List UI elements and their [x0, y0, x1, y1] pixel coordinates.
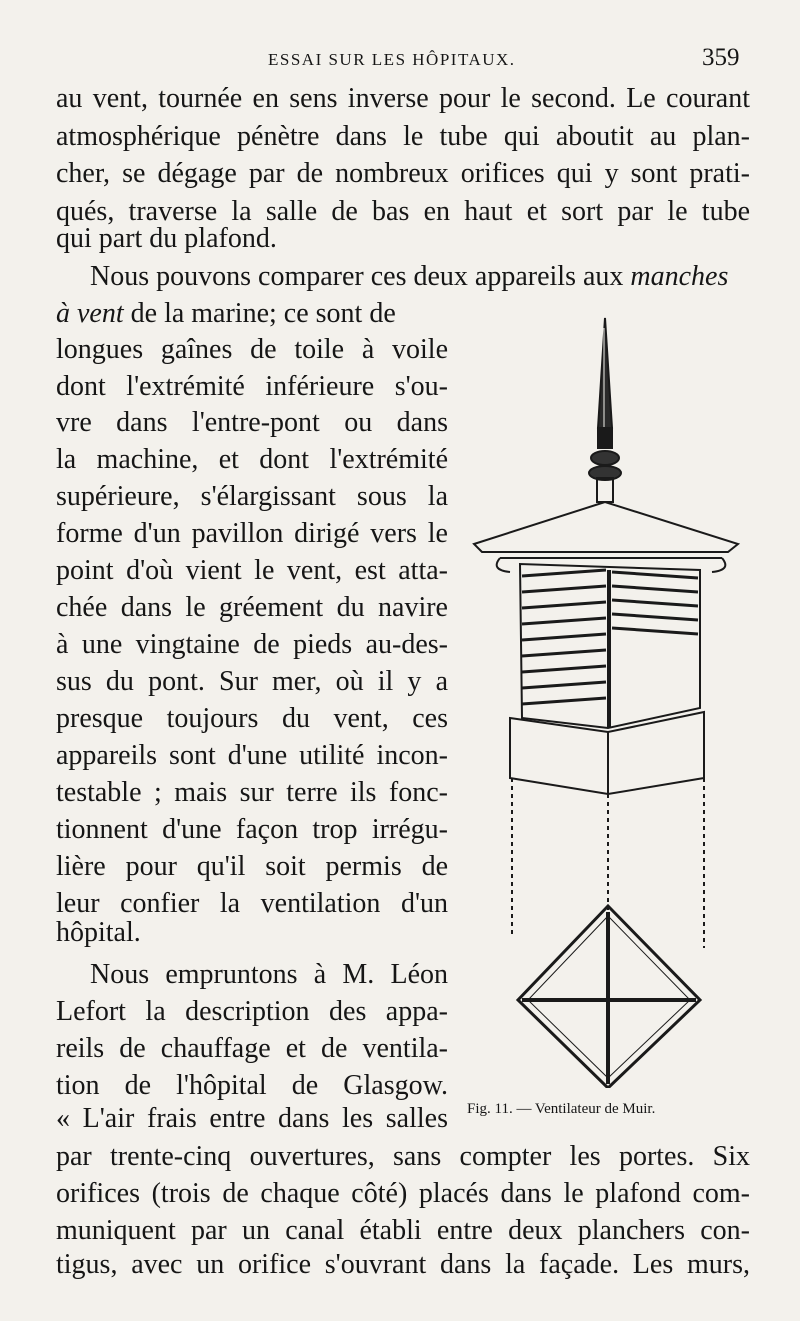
- text-line: hôpital.: [56, 917, 141, 948]
- text-line: Lefort la description des appa-: [56, 996, 448, 1027]
- text-line: [56, 297, 448, 331]
- louvres-right: [612, 572, 698, 634]
- text-line: presque toujours du vent, ces: [56, 703, 448, 734]
- text-line: qui part du plafond.: [56, 223, 277, 254]
- text-line: Nous empruntons à M. Léon: [90, 959, 448, 990]
- spire: [598, 318, 612, 428]
- text-span: de la marine; ce sont de: [130, 298, 396, 329]
- page-number: 359: [702, 44, 740, 71]
- text-line: tionnent d'une façon trop irrégu-: [56, 814, 448, 845]
- paragraph-line: [90, 260, 750, 294]
- text-line: reils de chauffage et de ventila-: [56, 1033, 448, 1064]
- roof: [474, 502, 738, 552]
- text-line: au vent, tournée en sens inverse pour le second. Le courant: [56, 83, 750, 114]
- text-line: supérieure, s'élargissant sous la: [56, 481, 448, 512]
- ventilator-figure: [460, 308, 750, 1088]
- text-line: qués, traverse la salle de bas en haut et sort par le tube: [56, 196, 750, 227]
- text-line: vre dans l'entre-pont ou dans: [56, 407, 448, 438]
- text-line: à une vingtaine de pieds au-des-: [56, 629, 448, 660]
- text-line: orifices (trois de chaque côté) placés dans le plafond com-: [56, 1178, 750, 1209]
- text-line: point d'où vient le vent, est atta-: [56, 555, 448, 586]
- caption-text: — Ventilateur de Muir.: [516, 1101, 656, 1117]
- text-line: leur confier la ventilation d'un: [56, 888, 448, 919]
- text-span: Nous pouvons comparer ces deux appareils aux: [90, 261, 624, 292]
- text-line: sus du pont. Sur mer, où il y a: [56, 666, 448, 697]
- text-line: cher, se dégage par de nombreux orifices qui y sont prati-: [56, 158, 750, 189]
- figure-caption: [467, 1101, 655, 1118]
- text-line: lière pour qu'il soit permis de: [56, 851, 448, 882]
- text-line: tigus, avec un orifice s'ouvrant dans la façade. Les murs,: [56, 1249, 750, 1280]
- caption-label: Fig. 11.: [467, 1101, 513, 1117]
- text-line: appareils sont d'une utilité incon-: [56, 740, 448, 771]
- text-line: tion de l'hôpital de Glasgow.: [56, 1070, 448, 1101]
- running-head: ESSAI SUR LES HÔPITAUX.: [268, 50, 516, 69]
- ventilator-illustration: [460, 308, 750, 1088]
- louvres-left: [522, 570, 606, 704]
- text-line: forme d'un pavillon dirigé vers le: [56, 518, 448, 549]
- italic-term: manches: [630, 261, 729, 292]
- italic-term: à vent: [56, 298, 124, 329]
- text-line: par trente-cinq ouvertures, sans compter les portes. Six: [56, 1141, 750, 1172]
- text-line: longues gaînes de toile à voile: [56, 334, 448, 365]
- text-line: atmosphérique pénètre dans le tube qui aboutit au plan-: [56, 121, 750, 152]
- text-line: « L'air frais entre dans les salles: [56, 1103, 448, 1134]
- text-line: testable ; mais sur terre ils fonc-: [56, 777, 448, 808]
- text-line: la machine, et dont l'extrémité: [56, 444, 448, 475]
- text-line: muniquent par un canal établi entre deux planchers con-: [56, 1215, 750, 1246]
- text-line: dont l'extrémité inférieure s'ou-: [56, 371, 448, 402]
- text-line: chée dans le gréement du navire: [56, 592, 448, 623]
- page-header: [0, 42, 800, 76]
